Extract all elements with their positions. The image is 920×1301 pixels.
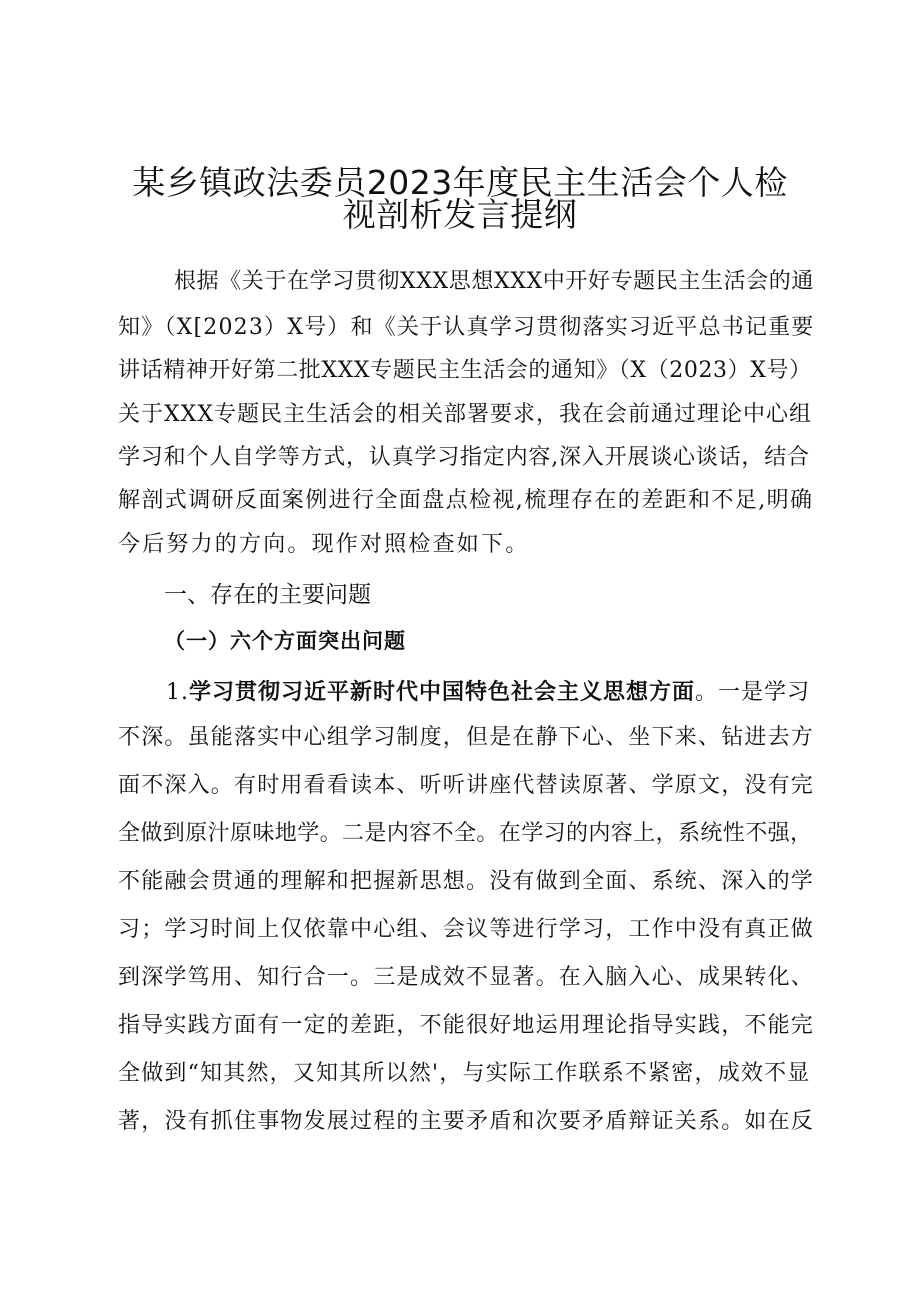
subsection-heading: （一）六个方面突出问题 [164, 628, 406, 653]
item-line: 全做到“知其然，又知其所以然'，与实际工作联系不紧密，成效不显 [118, 1061, 811, 1086]
item-line: 面不深入。有时用看看读本、听听讲座代替读原著、学原文，没有完 [118, 773, 815, 798]
document-title-line-2: 视剖析发言提纲 [342, 195, 578, 234]
intro-line: 关于XXX专题民主生活会的相关部署要求，我在会前通过理论中心组 [118, 402, 812, 427]
intro-line: 解剖式调研反面案例进行全面盘点检视,梳理存在的差距和不足,明确 [118, 488, 814, 513]
item-title: 学习贯彻习近平新时代中国特色社会主义思想方面 [189, 679, 696, 705]
item-line: 不深。虽能落实中心组学习制度，但是在静下心、坐下来、钻进去方 [118, 725, 815, 750]
item-line: 习；学习时间上仅依靠中心组、会议等进行学习，工作中没有真正做 [118, 917, 815, 942]
item-number: 1. [166, 680, 189, 705]
item-first-line-rest: 。一是学习 [695, 680, 811, 705]
intro-line: 根据《关于在学习贯彻XXX思想XXX中开好专题民主生活会的通 [174, 269, 814, 294]
intro-line: 今后努力的方向。现作对照检查如下。 [118, 532, 530, 557]
item-line: 全做到原汁原味地学。二是内容不全。在学习的内容上，系统性不强， [118, 821, 813, 846]
item-line: 到深学笃用、知行合一。三是成效不显著。在入脑入心、成果转化、 [118, 965, 815, 990]
intro-line: 学习和个人自学等方式，认真学习指定内容,深入开展谈心谈话，结合 [118, 445, 810, 470]
section-heading: 一、存在的主要问题 [164, 582, 371, 608]
item-line: 指导实践方面有一定的差距，不能很好地运用理论指导实践，不能完 [118, 1013, 815, 1038]
intro-line: 知》（X[2023）X号）和《关于认真学习贯彻落实习近平总书记重要 [118, 315, 815, 340]
item-line: 不能融会贯通的理解和把握新思想。没有做到全面、系统、深入的学 [118, 869, 815, 894]
item-line: 著，没有抓住事物发展过程的主要矛盾和次要矛盾辩证关系。如在反 [118, 1109, 815, 1134]
intro-line: 讲话精神开好第二批XXX专题民主生活会的通知》（X（2023）X号） [118, 358, 812, 383]
item-first-line [166, 677, 810, 708]
document-title-line-1: 某乡镇政法委员2023年度民主生活会个人检 [132, 163, 788, 202]
